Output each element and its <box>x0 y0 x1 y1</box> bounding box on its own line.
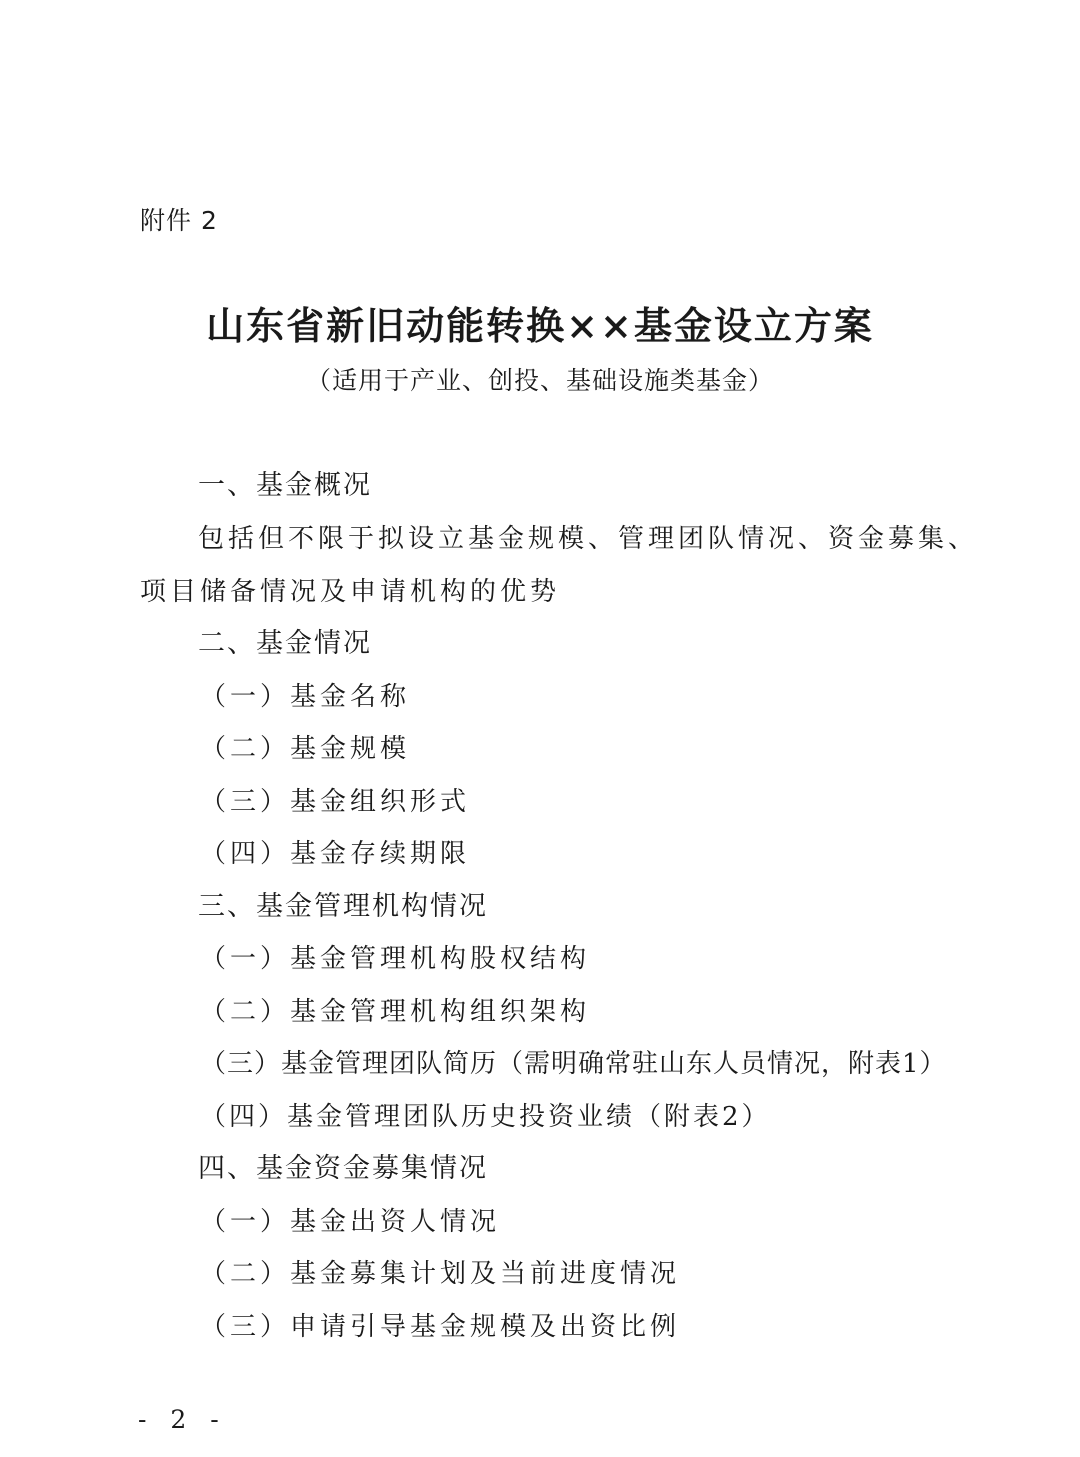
page-number: - 2 - <box>138 1405 227 1434</box>
list-item: （一）基金出资人情况 <box>200 1207 501 1237</box>
list-item: （二）基金募集计划及当前进度情况 <box>200 1259 681 1289</box>
list-item: （一）基金管理机构股权结构 <box>200 944 591 974</box>
section-paragraph-line: 项目储备情况及申请机构的优势 <box>140 577 561 607</box>
list-item: （四）基金管理团队历史投资业绩（附表2） <box>200 1102 771 1132</box>
list-item: （二）基金管理机构组织架构 <box>200 997 591 1027</box>
list-item: （四）基金存续期限 <box>200 839 471 869</box>
section-heading: 一、基金概况 <box>198 470 372 501</box>
section-heading: 三、基金管理机构情况 <box>198 891 488 922</box>
attachment-label: 附件 2 <box>140 206 218 235</box>
list-item: （三）基金管理团队简历（需明确常驻山东人员情况，附表1） <box>200 1049 947 1079</box>
section-heading: 二、基金情况 <box>198 628 372 659</box>
list-item: （三）基金组织形式 <box>200 787 471 817</box>
section-paragraph-line: 包括但不限于拟设立基金规模、管理团队情况、资金募集、 <box>198 524 979 554</box>
document-subtitle: （适用于产业、创投、基础设施类基金） <box>305 366 774 395</box>
list-item: （二）基金规模 <box>200 734 411 764</box>
section-heading: 四、基金资金募集情况 <box>198 1153 488 1184</box>
list-item: （三）申请引导基金规模及出资比例 <box>200 1312 681 1342</box>
list-item: （一）基金名称 <box>200 682 411 712</box>
document-title: 山东省新旧动能转换××基金设立方案 <box>206 303 874 348</box>
